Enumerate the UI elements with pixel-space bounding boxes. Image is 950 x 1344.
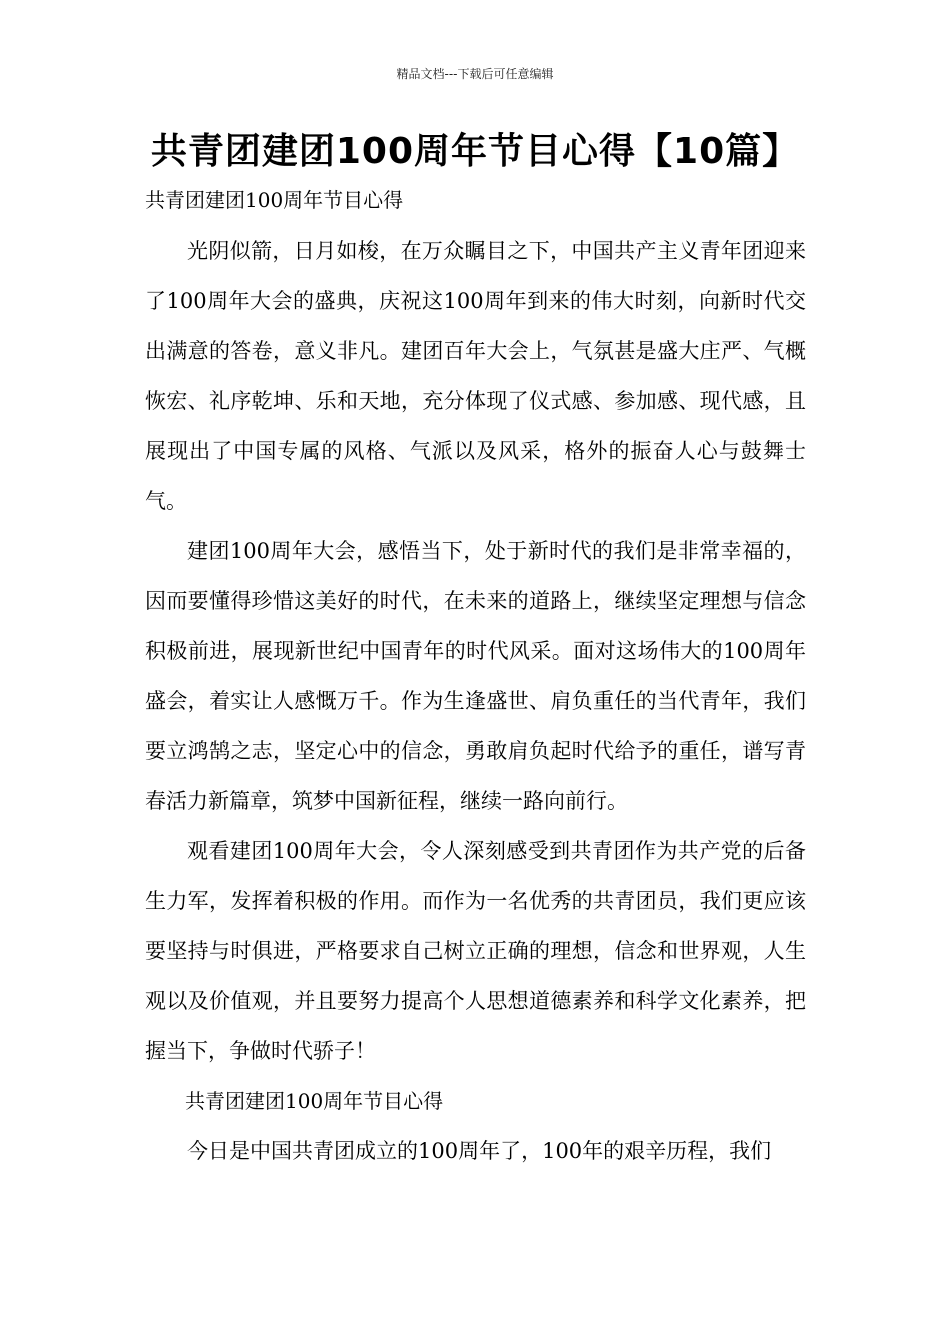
paragraph-3: 观看建团100周年大会，令人深刻感受到共青团作为共产党的后备生力军，发挥着积极的作用。而作为一名优秀的共青团员，我们更应该要坚持与时俱进，严格要求自己树立正确的理想，信念和世界观，人生观以及价值观，并且要努力提高个人思想道德素养和科学文化素养，把握当下，争做时代骄子！	[145, 839, 806, 1063]
header-note: 精品文档---下载后可任意编辑	[396, 67, 554, 81]
paragraph-2: 建团100周年大会，感悟当下，处于新时代的我们是非常幸福的，因而要懂得珍惜这美好的时代，在未来的道路上，继续坚定理想与信念积极前进，展现新世纪中国青年的时代风采。面对这场伟大的100周年盛会，着实让人感慨万千。作为生逢盛世、肩负重任的当代青年，我们要立鸿鹄之志，坚定心中的信念，勇敢肩负起时代给予的重任，谱写青春活力新篇章，筑梦中国新征程，继续一路向前行。	[145, 539, 806, 813]
paragraph-1: 光阴似箭，日月如梭，在万众瞩目之下，中国共产主义青年团迎来了100周年大会的盛典，庆祝这100周年到来的伟大时刻，向新时代交出满意的答卷，意义非凡。建团百年大会上，气氛甚是盛大庄严、气概恢宏、礼序乾坤、乐和天地，充分体现了仪式感、参加感、现代感，且展现出了中国专属的风格、气派以及风采，格外的振奋人心与鼓舞士气。	[145, 239, 806, 513]
document-body	[145, 226, 806, 1176]
section-heading: 共青团建团100周年节目心得	[185, 1089, 444, 1113]
document-title: 共青团建团100周年节目心得【10篇】	[150, 131, 800, 172]
paragraph-4: 今日是中国共青团成立的100周年了，100年的艰辛历程，我们	[187, 1139, 772, 1163]
document-subtitle: 共青团建团100周年节目心得	[145, 188, 404, 212]
